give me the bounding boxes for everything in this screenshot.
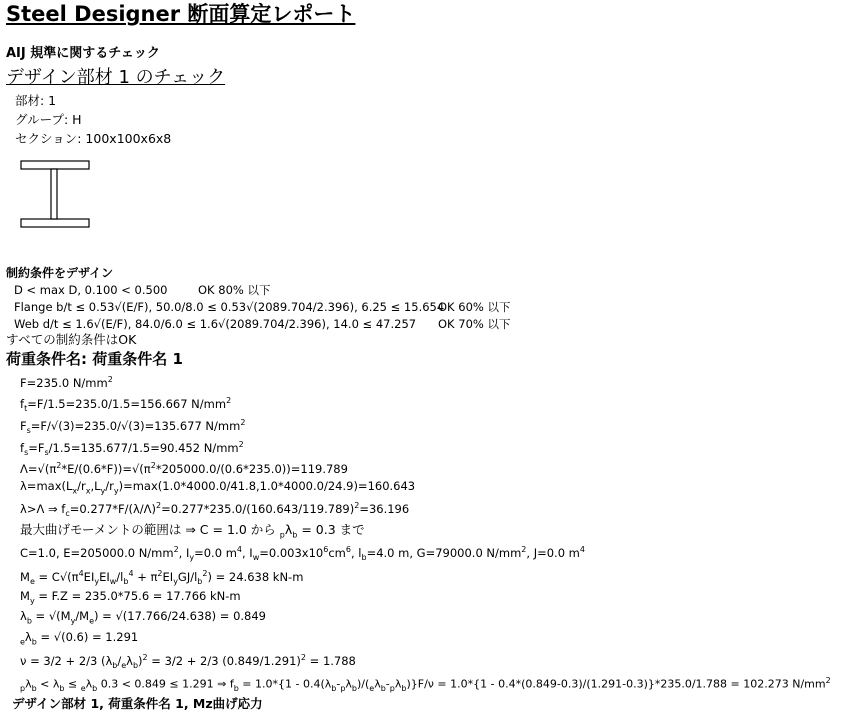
member-id: 部材: 1 [15, 93, 57, 108]
h-section-icon [19, 159, 91, 231]
e-lambda-b-value: = √(0.6) = 1.291 [40, 630, 139, 644]
constraint-row-web [14, 318, 534, 331]
load-case-heading: 荷重条件名: 荷重条件名 1 [6, 350, 183, 368]
formula-lambda-b: $\lambda_b = √(M_y/M_e) = √(17.766/24.638) = 0.849$ [20, 609, 266, 626]
formula-lambda: $\lambda=\max(L_x/r_x,L_y/r_y)=\max(1.0*4000.0/41.8,1.0*4000.0/24.9)=160.643$ [20, 479, 416, 496]
formula-ft: $f_t=F/1.5=235.0/1.5=156.667$ $N/mm^2$ [20, 396, 232, 414]
member-section: セクション: 100x100x6x8 [15, 131, 172, 146]
constraint-result: OK 80% 以下 [198, 283, 271, 297]
footer-heading: デザイン部材 1, 荷重条件名 1, Mz曲げ応力 [12, 696, 263, 711]
all-constraints-ok: すべての制約条件はOK [6, 332, 137, 347]
formula-fc: λ>Λ ⇒ $f_c=0.277*F/(\lambda/\Lambda)^2=0.277*235.0/(160.643/119.789)^2=36.196$ [20, 501, 410, 519]
range-text: 最大曲げモーメントの範囲は ⇒ C = 1.0 から [20, 522, 280, 537]
constraint-result: OK 60% 以下 [438, 300, 511, 314]
formula-e-lambda-b: $_e\lambda_b = √(0.6) = 1.291$ [20, 630, 139, 647]
formula-fs: $f_s=F_s/1.5=135.677/1.5=90.452$ $N/mm^2$ [20, 440, 244, 458]
formula-Lambda: $\Lambda=√(\pi^2*E/(0.6*F))=√(\pi^2*205000.0/(0.6*235.0))=119.789$ [20, 461, 348, 476]
formula-constants: C=1.0, E=205000.0 $N/mm^2$, $I_y=0.0$ $m^4$, $I_w=0.003x10^6cm^6$, $l_b=4.0$ m, G=79000.0 $N/mm^2$, J=0.0 $m^4$ [20, 545, 585, 563]
formula-F: F=235.0 $N/mm^2$ [20, 375, 113, 390]
constraint-row-depth [14, 284, 534, 297]
formula-Me: $M_e = C√(\pi^4EI_yEI_w/l_b^4 + \pi^2EI_yGJ/l_b^2) = 24.638$ kN-m [20, 569, 304, 587]
constraint-row-flange [14, 301, 534, 314]
member-group: グループ: H [15, 112, 82, 127]
formula-fb: $_p\lambda_b < \lambda_b \le _e\lambda_b$ 0.3 < 0.849 ≤ 1.291 ⇒ $f_b = 1.0*\{1 - 0.4(\lambda_b-_p\lambda_b)/(_e\lambda_b-_p\lambda_b)\}F/\nu = 1.0*\{1 - 0.4*(0.849-0.3)/(1.291-0.3)\}*235.0/1.788 = 102.273$ $N/mm^2$ [20, 676, 831, 693]
report-title: Steel Designer 断面算定レポート [6, 2, 356, 26]
constraint-expr: Flange b/t ≤ 0.53√(E/F), 50.0/8.0 ≤ 0.53√(2089.704/2.396), 6.25 ≤ 15.654 [14, 300, 445, 314]
formula-My: $M_y = F.Z = 235.0*75.6 = 17.766$ kN-m [20, 589, 241, 606]
formula-Fs: $F_s=F/√(3)=235.0/√(3)=135.677$ $N/mm^2$ [20, 418, 246, 436]
constraint-result: OK 70% 以下 [438, 317, 511, 331]
formula-moment-range: 最大曲げモーメントの範囲は ⇒ C = 1.0 から $_p\lambda_b = 0.3$ まで [20, 522, 365, 540]
constraint-expr: Web d/t ≤ 1.6√(E/F), 84.0/6.0 ≤ 1.6√(2089.704/2.396), 14.0 ≤ 47.257 [14, 317, 417, 331]
formula-nu: ν = 3/2 + 2/3 $(\lambda_b/_e\lambda_b)^2 = 3/2 + 2/3$ $(0.849/1.291)^2 = 1.788$ [20, 653, 356, 671]
range-text-end: = 0.3 まで [297, 522, 365, 537]
constraint-expr: D < max D, 0.100 < 0.500 [14, 283, 168, 297]
standard-heading: AIJ 規準に関するチェック [6, 46, 160, 61]
member-heading: デザイン部材 1 のチェック [6, 67, 226, 88]
constraints-heading: 制約条件をデザイン [6, 266, 114, 280]
